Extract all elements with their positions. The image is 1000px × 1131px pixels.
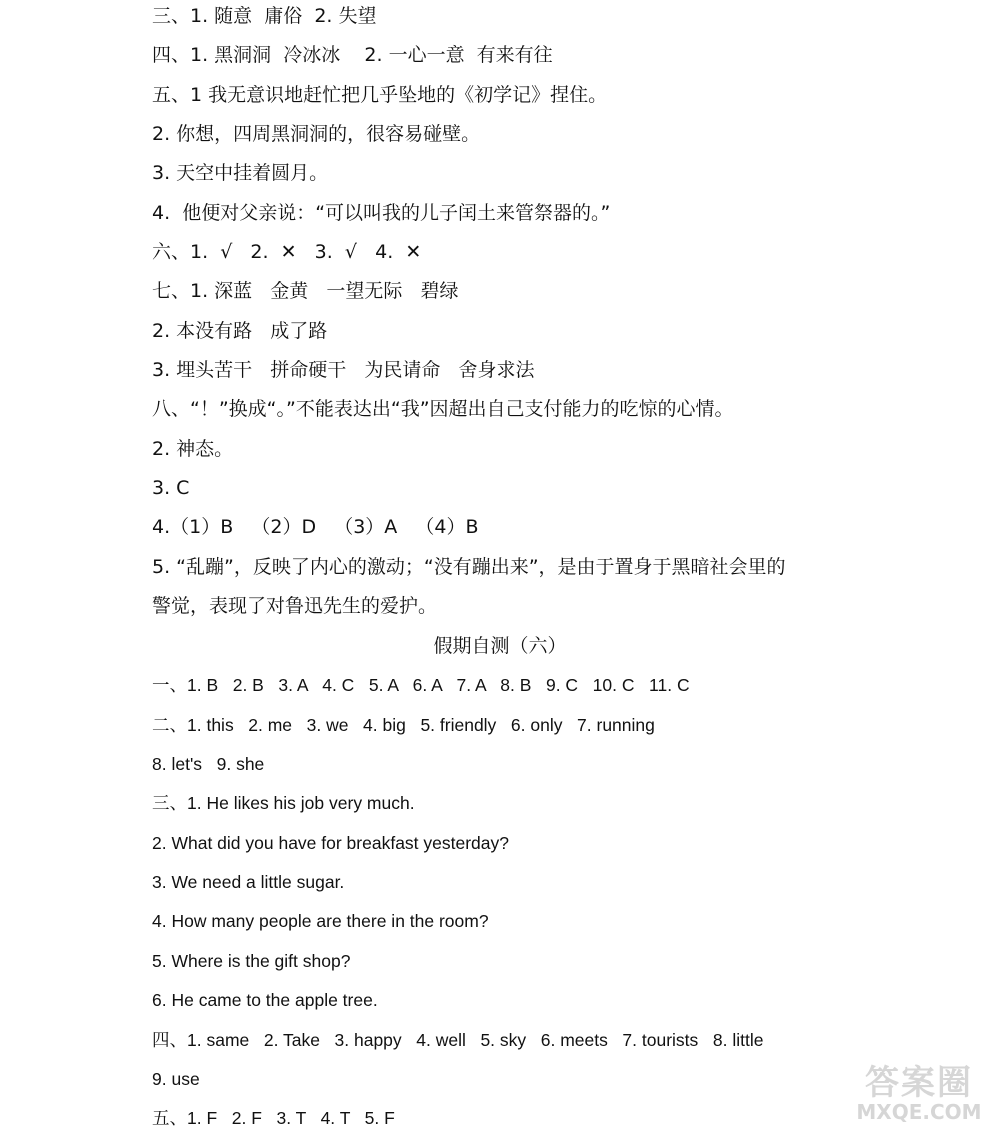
answer-line: 四、1. 黑洞洞 冷冰冰 2. 一心一意 有来有往 [152, 44, 553, 66]
answer-line: 二、1. this 2. me 3. we 4. big 5. friendly 6. only 7. running [152, 715, 655, 735]
answer-line: 9. use [152, 1069, 200, 1089]
answer-line: 七、1. 深蓝 金黄 一望无际 碧绿 [152, 280, 459, 302]
answer-line: 2. What did you have for breakfast yesterday? [152, 833, 509, 853]
answer-line: 五、1. F 2. F 3. T 4. T 5. F [152, 1108, 395, 1128]
answer-line: 3. We need a little sugar. [152, 872, 345, 892]
answer-line: 4. How many people are there in the room? [152, 911, 489, 931]
answer-line: 八、“！”换成“。”不能表达出“我”因超出自己支付能力的吃惊的心情。 [152, 398, 734, 420]
answer-line: 警觉，表现了对鲁迅先生的爱护。 [152, 595, 438, 617]
watermark-url: MXQE.COM [856, 1100, 982, 1124]
answer-line: 3. 埋头苦干 拼命硬干 为民请命 舍身求法 [152, 359, 535, 381]
answer-line: 三、1. 随意 庸俗 2. 失望 [152, 5, 377, 27]
answer-line: 4. 他便对父亲说：“可以叫我的儿子闰土来管祭器的。” [152, 202, 611, 224]
watermark-logo-text: 答案圈 [865, 1063, 973, 1103]
answer-line: 3. C [152, 477, 190, 499]
section-title: 假期自测（六） [433, 635, 567, 657]
answer-line: 2. 本没有路 成了路 [152, 320, 328, 342]
answer-line: 四、1. same 2. Take 3. happy 4. well 5. sky 6. meets 7. tourists 8. little [152, 1030, 764, 1050]
answer-line: 4.（1）B （2）D （3）A （4）B [152, 516, 479, 538]
answer-line: 2. 你想，四周黑洞洞的，很容易碰壁。 [152, 123, 481, 145]
answer-line: 三、1. He likes his job very much. [152, 793, 415, 813]
answer-line: 五、1 我无意识地赶忙把几乎坠地的《初学记》捏住。 [152, 84, 608, 106]
answer-line: 6. He came to the apple tree. [152, 990, 378, 1010]
answer-line: 六、1. √ 2. ✕ 3. √ 4. ✕ [152, 241, 422, 263]
answer-line: 5. “乱蹦”，反映了内心的激动；“没有蹦出来”，是由于置身于黑暗社会里的 [152, 556, 786, 578]
answer-line: 5. Where is the gift shop? [152, 951, 351, 971]
answer-line: 2. 神态。 [152, 438, 234, 460]
answer-line: 一、1. B 2. B 3. A 4. C 5. A 6. A 7. A 8. B 9. C 10. C 11. C [152, 675, 690, 695]
watermark-logo [844, 1065, 994, 1125]
answer-line: 3. 天空中挂着圆月。 [152, 162, 329, 184]
answer-line: 8. let's 9. she [152, 754, 265, 774]
